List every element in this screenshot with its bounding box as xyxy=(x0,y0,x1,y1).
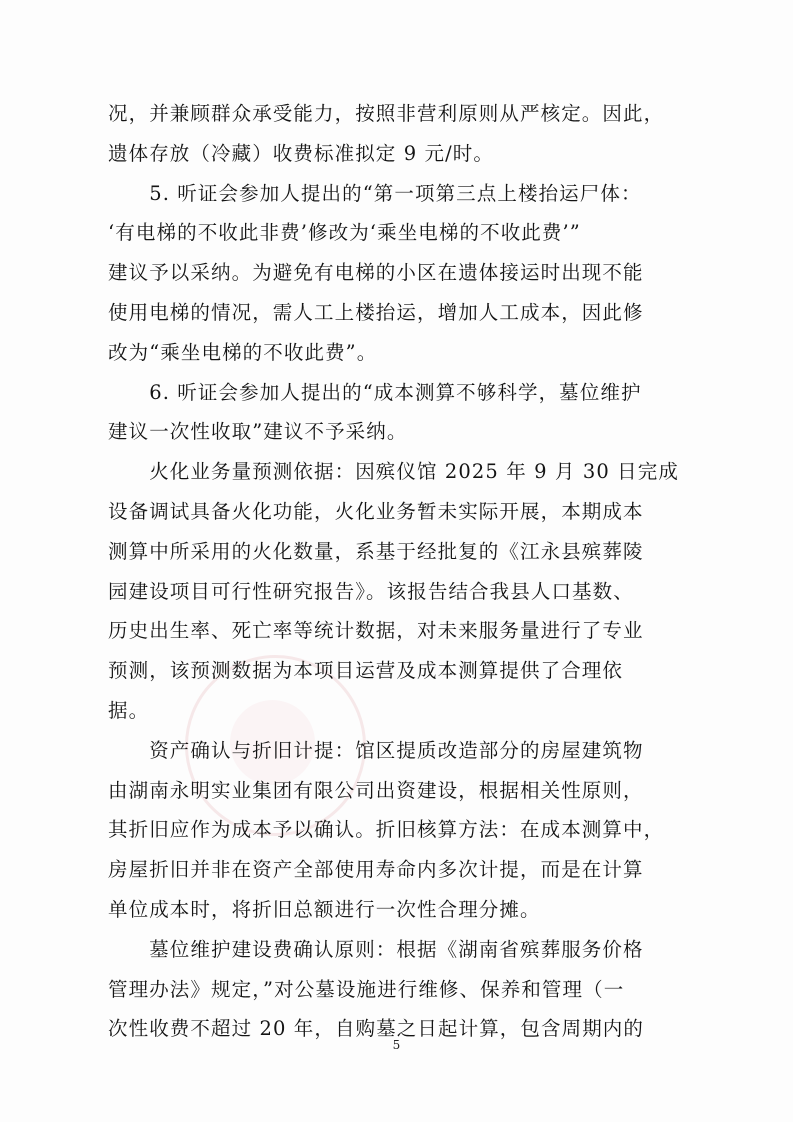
text-line: 6. 听证会参加人提出的“成本测算不够科学，墓位维护 xyxy=(108,380,642,404)
text-line: 次性收费不超过 20 年，自购墓之日起计算，包含周期内的 xyxy=(108,1017,645,1041)
text-line: 火化业务量预测依据：因殡仪馆 2025 年 9 月 30 日完成 xyxy=(108,460,679,484)
text-line: 建议予以采纳。为避免有电梯的小区在遗体接运时出现不能 xyxy=(108,261,644,285)
text-line: 墓位维护建设费确认原则：根据《湖南省殡葬服务价格 xyxy=(108,937,644,961)
text-line: 设备调试具备火化功能，火化业务暂未实际开展，本期成本 xyxy=(108,499,644,523)
text-line: 5. 听证会参加人提出的“第一项第三点上楼抬运尸体： xyxy=(108,181,642,205)
text-line: 园建设项目可行性研究报告》。该报告结合我县人口基数、 xyxy=(108,579,634,603)
text-line: 房屋折旧并非在资产全部使用寿命内多次计提，而是在计算 xyxy=(108,858,644,882)
text-line: 使用电梯的情况，需人工上楼抬运，增加人工成本，因此修 xyxy=(108,300,644,324)
text-line: 预测，该预测数据为本项目运营及成本测算提供了合理依 xyxy=(108,659,624,683)
text-line: ‘有电梯的不收此非费’修改为‘乘坐电梯的不收此费’” xyxy=(108,221,581,245)
text-line: 资产确认与折旧计提：馆区提质改造部分的房屋建筑物 xyxy=(108,738,644,762)
page-number: 5 xyxy=(392,1038,401,1052)
text-line: 改为“乘坐电梯的不收此费”。 xyxy=(108,340,378,364)
text-line: 遗体存放（冷藏）收费标准拟定 9 元/时。 xyxy=(108,141,494,165)
text-line: 况，并兼顾群众承受能力，按照非营利原则从严核定。因此， xyxy=(108,102,665,125)
text-line: 据。 xyxy=(108,698,150,722)
text-line: 由湖南永明实业集团有限公司出资建设，根据相关性原则， xyxy=(108,778,644,802)
text-line: 单位成本时，将折旧总额进行一次性合理分摊。 xyxy=(108,897,541,921)
text-line: 管理办法》规定，”对公墓设施进行维修、保养和管理（一 xyxy=(108,977,625,1001)
text-line: 测算中所采用的火化数量，系基于经批复的《江永县殡葬陵 xyxy=(108,539,644,563)
text-line: 历史出生率、死亡率等统计数据，对未来服务量进行了专业 xyxy=(108,619,644,643)
body-text xyxy=(108,94,679,1049)
text-line: 其折旧应作为成本予以确认。折旧核算方法：在成本测算中， xyxy=(108,818,665,842)
text-line: 建议一次性收取”建议不予采纳。 xyxy=(108,420,408,444)
